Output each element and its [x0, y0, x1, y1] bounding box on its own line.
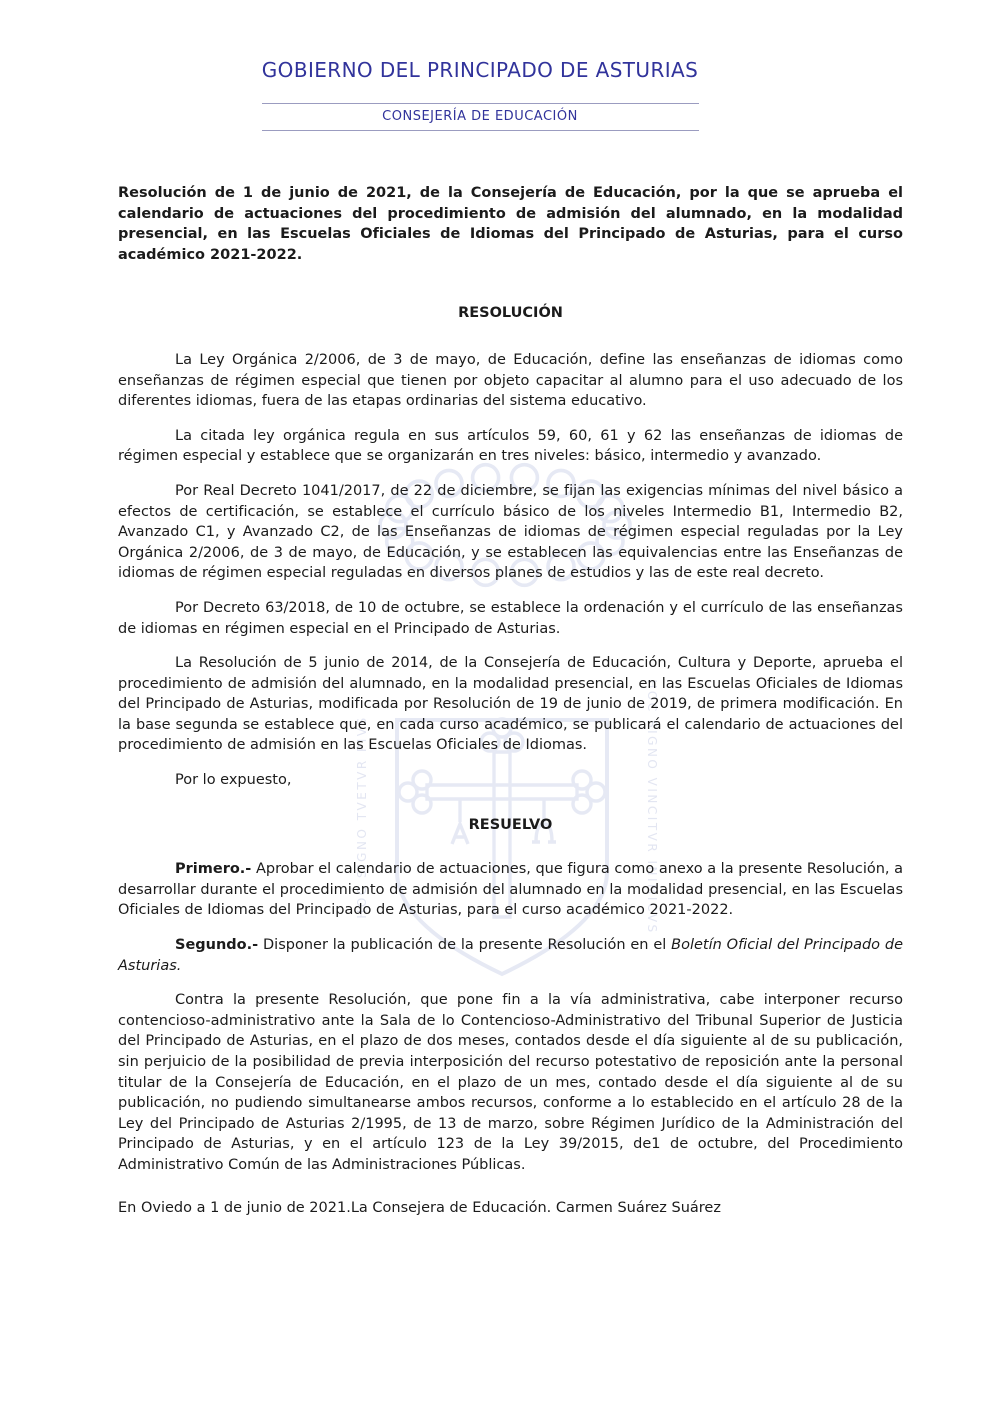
body-paragraph: Por Real Decreto 1041/2017, de 22 de diciembre, se fijan las exigencias mínimas del nivel básico a efectos de certificación, se establece el currículo básico de los niveles Intermedio B1, Intermedio B2, Avanzado C1, y Avanzado C2, de las Enseñanzas de idiomas de régimen especial reguladas por la Ley Orgánica 2/2006, de 3 de mayo, de Educación, y se establecen las equivalencias entre las Enseñanzas de idiomas de régimen especial reguladas en diversos planes de estudios y las de este real decreto.: [118, 482, 903, 582]
government-title: GOBIERNO DEL PRINCIPADO DE ASTURIAS: [261, 58, 699, 82]
department-title: CONSEJERÍA DE EDUCACIÓN: [382, 109, 578, 124]
body-paragraph: La Ley Orgánica 2/2006, de 3 de mayo, de Educación, define las enseñanzas de idiomas como enseñanzas de régimen especial que tienen por objeto capacitar al alumno para el uso adecuado de los diferentes idiomas, fuera de las etapas ordinarias del sistema educativo.: [118, 351, 903, 410]
body-paragraph: La citada ley orgánica regula en sus artículos 59, 60, 61 y 62 las enseñanzas de idiomas de régimen especial y establece que se organizarán en tres niveles: básico, intermedio y avanzado.: [118, 427, 903, 465]
body-paragraph: Por Decreto 63/2018, de 10 de octubre, se establece la ordenación y el currículo de las enseñanzas de idiomas en régimen especial en el Principado de Asturias.: [118, 599, 903, 637]
segundo-label: Segundo.-: [175, 937, 259, 954]
motto-right: HOC SIGNO VINCITVR INIMICVS: [645, 679, 659, 935]
motto-left: HOC SIGNO TVETVR PIVS: [355, 715, 369, 919]
primero-label: Primero.-: [175, 861, 252, 878]
resolution-point-segundo: [118, 935, 903, 976]
resolution-title: Resolución de 1 de junio de 2021, de la Consejería de Educación, por la que se aprueba el calendario de actuaciones del procedimiento de admisión del alumnado, en la modalidad presencial, en las Escuelas Oficiales de Idiomas del Principado de Asturias, para el curso académico 2021-2022.: [118, 185, 903, 263]
letterhead: [0, 0, 980, 131]
section-heading-resuelvo: RESUELVO: [468, 816, 553, 833]
segundo-text: Disponer la publicación de la presente Resolución en el: [258, 937, 672, 954]
por-lo-expuesto-line: Por lo expuesto,: [175, 772, 292, 789]
section-heading-resolucion: RESOLUCIÓN: [458, 305, 563, 322]
document-body: [0, 183, 1000, 1218]
primero-text: Aprobar el calendario de actuaciones, que figura como anexo a la presente Resolución, a desarrollar durante el procedimiento de admisión del alumnado en la modalidad presencial, en las Escuelas Oficiales de Idiomas del Principado de Asturias, para el curso académico 2021-2022.: [118, 861, 904, 919]
closing-line: En Oviedo a 1 de junio de 2021.La Consejera de Educación. Carmen Suárez Suárez: [118, 1199, 721, 1216]
appeal-paragraph: Contra la presente Resolución, que pone fin a la vía administrativa, cabe interponer recurso contencioso-administrativo ante la Sala de lo Contencioso-Administrativo del Tribunal Superior de Justicia del Principado de Asturias, en el plazo de dos meses, contados desde el día siguiente al de su publicación, sin perjuicio de la posibilidad de previa interposición del recurso potestativo de reposición ante la personal titular de la Consejería de Educación, en el plazo de un mes, contado desde el día siguiente al de su publicación, no pudiendo simultanearse ambos recursos, conforme a lo establecido en el artículo 28 de la Ley del Principado de Asturias 2/1995, de 13 de marzo, sobre Régimen Jurídico de la Administración del Principado de Asturias, y en el artículo 123 de la Ley 39/2015, de1 de octubre, del Procedimiento Administrativo Común de las Administraciones Públicas.: [118, 992, 903, 1173]
resolution-point-primero: [118, 859, 903, 921]
header-rule-bottom: [262, 130, 699, 131]
body-paragraph: La Resolución de 5 junio de 2014, de la Consejería de Educación, Cultura y Deporte, aprueba el procedimiento de admisión del alumnado, en la modalidad presencial, en las Escuelas Oficiales de Idiomas del Principado de Asturias, modificada por Resolución de 19 de junio de 2019, de primera modificación. En la base segunda se establece que, en cada curso académico, se publicará el calendario de actuaciones del procedimiento de admisión en las Escuelas Oficiales de Idiomas.: [118, 655, 903, 754]
segundo-italic-citation: Boletín Oficial del Principado de Asturias.: [118, 937, 903, 974]
